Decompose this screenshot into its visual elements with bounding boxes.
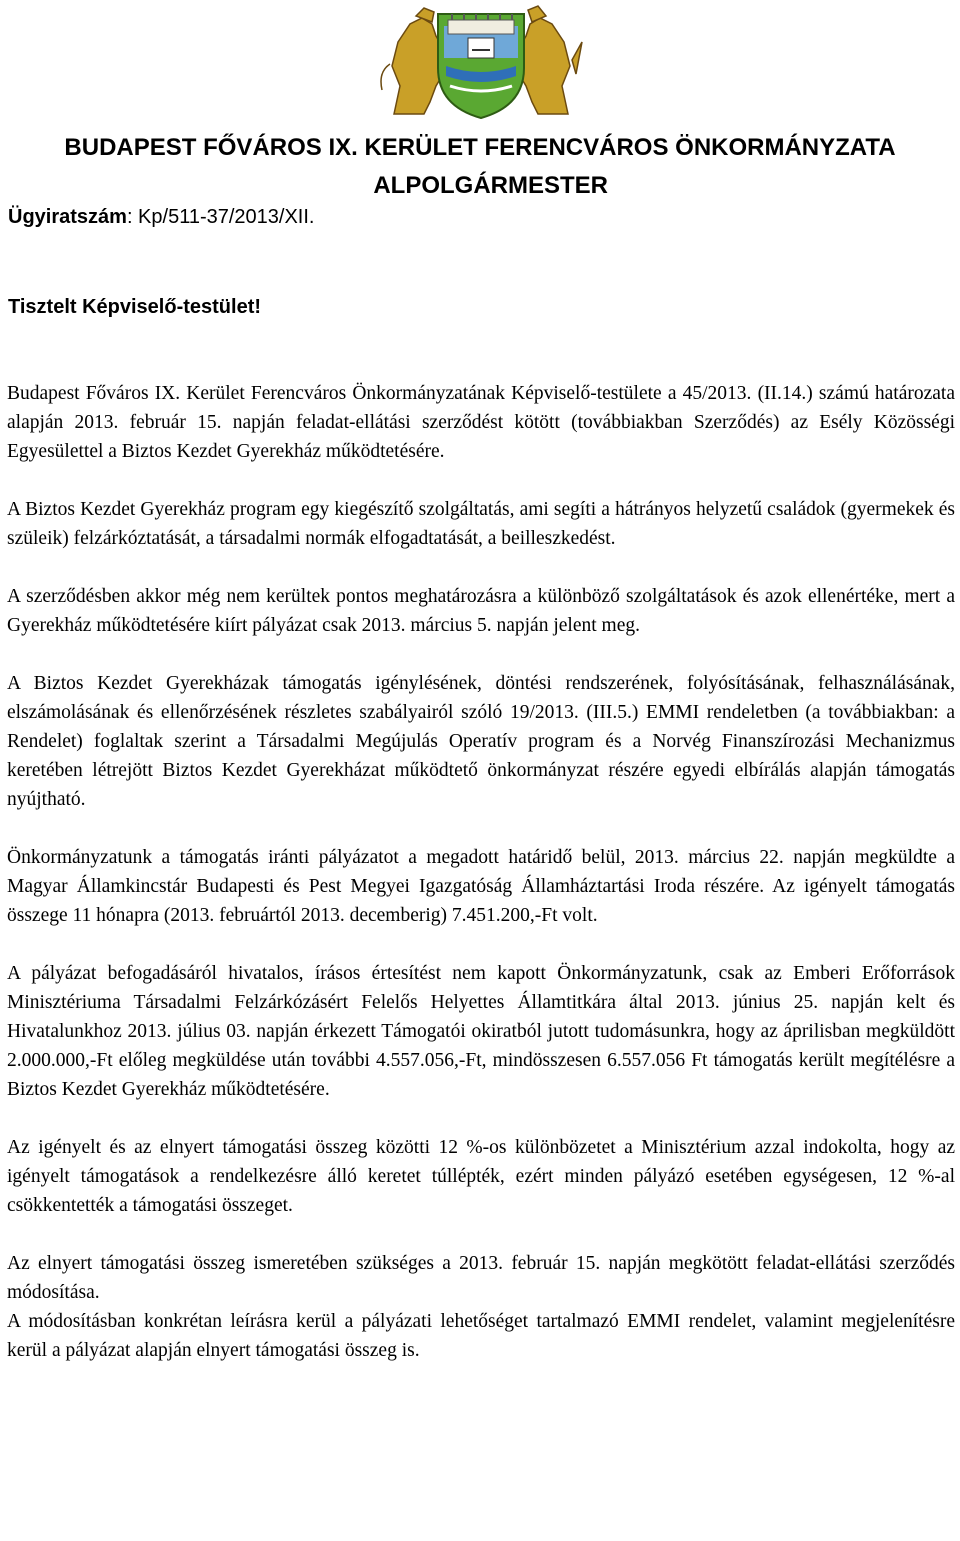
case-number: : Kp/511-37/2013/XII.	[126, 206, 315, 228]
case-label: Ügyiratszám	[8, 206, 127, 228]
right-griffin-icon	[516, 6, 582, 114]
left-lion-icon	[381, 8, 446, 114]
paragraph: Budapest Főváros IX. Kerület Ferencváros Önkormányzatának Képviselő-testülete a 45/2013. (II.14.) számú határozata alapján 2013. február 15. napján feladat-ellátási szerződést kötött (továbbiakban Szerződés) az Esély Közösségi Egyesülettel a Biztos Kezdet Gyerekház működtetésére.	[7, 383, 955, 462]
paragraph: Az elnyert támogatási összeg ismeretében szükséges a 2013. február 15. napján megkötött feladat-ellátási szerződés módosítása.	[7, 1253, 955, 1303]
shield-icon	[438, 14, 524, 118]
paragraph: A szerződésben akkor még nem kerültek pontos meghatározásra a különböző szolgáltatások és azok ellenértéke, mert a Gyerekház működtetésére kiírt pályázat csak 2013. március 5. napján jelent meg.	[7, 586, 955, 636]
paragraph: A Biztos Kezdet Gyerekház program egy kiegészítő szolgáltatás, ami segíti a hátrányos helyzetű családok (gyermekek és szüleik) felzárkóztatását, a társadalmi normák elfogadtatását, a beilleszkedést.	[7, 499, 955, 549]
case-number-line	[8, 204, 314, 230]
organization-title: BUDAPEST FŐVÁROS IX. KERÜLET FERENCVÁROS ÖNKORMÁNYZATA	[64, 134, 896, 161]
salutation: Tisztelt Képviselő-testület!	[8, 296, 262, 318]
paragraph: A pályázat befogadásáról hivatalos, írásos értesítést nem kapott Önkormányzatunk, csak az Emberi Erőforrások Minisztériuma Társadalmi Felzárkózásért Felelős Helyettes Államtitkára által 2013. június 25. napján kelt és Hivatalunkhoz 2013. július 03. napján érkezett Támogatói okiratból jutott tudomásunkra, hogy az áprilisban megküldött 2.000.000,-Ft előleg megküldése után további 4.557.056,-Ft, mindösszesen 6.557.056 Ft támogatás került megítélésre a Biztos Kezdet Gyerekház működtetésére.	[7, 963, 955, 1100]
office-title: ALPOLGÁRMESTER	[373, 172, 608, 199]
paragraph: Önkormányzatunk a támogatás iránti pályázatot a megadott határidő belül, 2013. március 22. napján megküldte a Magyar Államkincstár Budapesti és Pest Megyei Igazgatóság Államháztartási Iroda részére. Az igényelt támogatás összege 11 hónapra (2013. februártól 2013. decemberig) 7.451.200,-Ft volt.	[7, 847, 955, 926]
coat-of-arms-icon	[376, 2, 586, 122]
letter-body	[7, 379, 955, 1365]
paragraph: A módosításban konkrétan leírásra kerül a pályázati lehetőséget tartalmazó EMMI rendelet, valamint megjelenítésre kerül a pályázat alapján elnyert támogatási összeg is.	[7, 1311, 955, 1361]
paragraph: Az igényelt és az elnyert támogatási összeg közötti 12 %-os különbözetet a Minisztérium azzal indokolta, hogy az igényelt támogatások a rendelkezésre álló keretet túllépték, ezért minden pályázó esetében egységesen, 12 %-al csökkentették a támogatási összeget.	[7, 1137, 955, 1216]
paragraph: A Biztos Kezdet Gyerekházak támogatás igénylésének, döntési rendszerének, folyósításának, felhasználásának, elszámolásának és ellenőrzésének részletes szabályairól szóló 19/2013. (III.5.) EMMI rendeletben (a továbbiakban: a Rendelet) foglaltak szerint a Társadalmi Megújulás Operatív program és a Norvég Finanszírozási Mechanizmus keretében létrejött Biztos Kezdet Gyerekházat működtető önkormányzat részére egyedi elbírálás alapján támogatás nyújtható.	[7, 673, 955, 810]
